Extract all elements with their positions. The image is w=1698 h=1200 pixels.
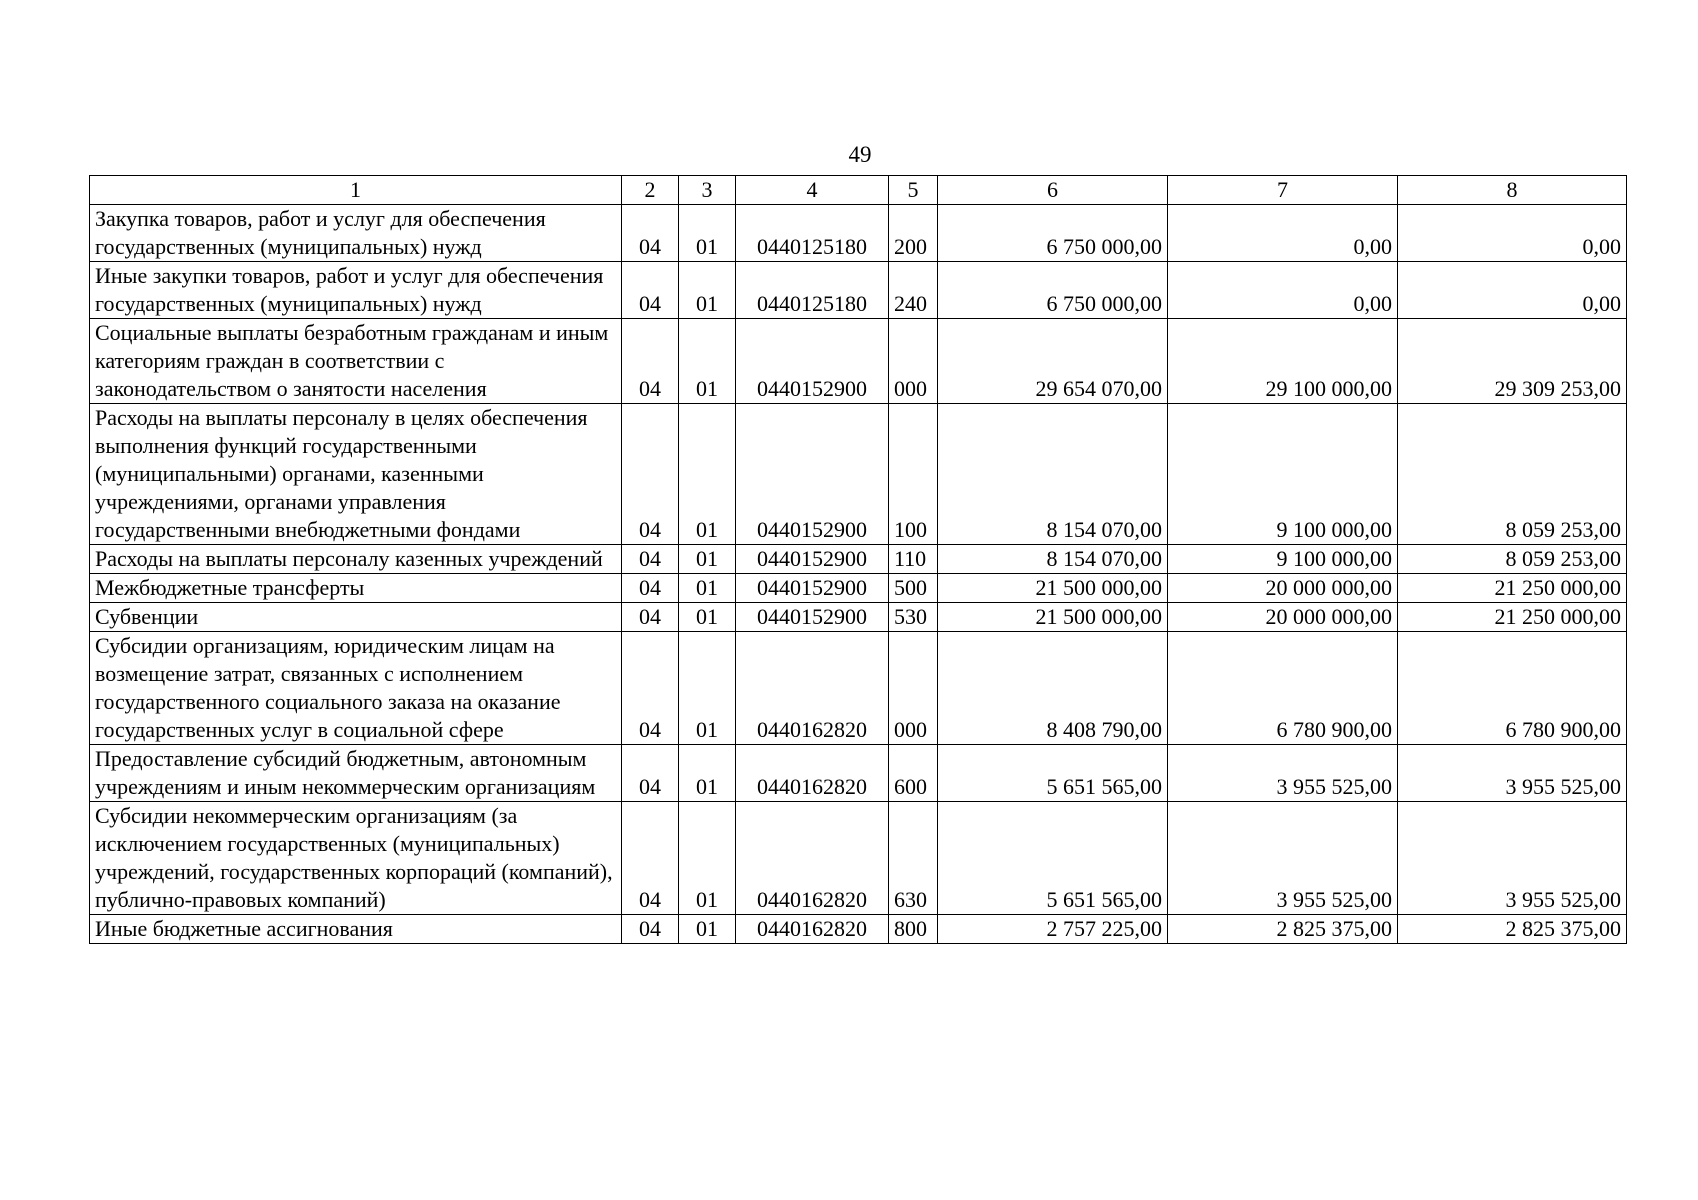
row-amount-year2-cell: 0,00 [1168, 205, 1398, 262]
row-section-cell: 04 [622, 915, 679, 944]
row-name-cell: Социальные выплаты безработным гражданам и иным категориям граждан в соответствии с законодательством о занятости населения [90, 319, 622, 404]
row-amount-year2-cell: 0,00 [1168, 262, 1398, 319]
row-amount-year3-cell: 6 780 900,00 [1398, 632, 1627, 745]
header-cell-7: 7 [1168, 176, 1398, 205]
row-subsection-cell: 01 [679, 545, 736, 574]
row-target-article-cell: 0440152900 [736, 603, 889, 632]
row-amount-year2-cell: 9 100 000,00 [1168, 545, 1398, 574]
row-expense-type-cell: 500 [889, 574, 938, 603]
row-target-article-cell: 0440152900 [736, 319, 889, 404]
table-row [90, 574, 1627, 603]
row-section-cell: 04 [622, 545, 679, 574]
row-amount-year1-cell: 29 654 070,00 [938, 319, 1168, 404]
row-subsection-cell: 01 [679, 802, 736, 915]
row-amount-year3-cell: 2 825 375,00 [1398, 915, 1627, 944]
row-amount-year1-cell: 5 651 565,00 [938, 745, 1168, 802]
row-amount-year1-cell: 6 750 000,00 [938, 205, 1168, 262]
row-subsection-cell: 01 [679, 574, 736, 603]
row-expense-type-cell: 100 [889, 404, 938, 545]
row-expense-type-cell: 200 [889, 205, 938, 262]
table-row [90, 632, 1627, 745]
row-expense-type-cell: 000 [889, 632, 938, 745]
row-expense-type-cell: 110 [889, 545, 938, 574]
row-name-cell: Иные закупки товаров, работ и услуг для обеспечения государственных (муниципальных) нужд [90, 262, 622, 319]
header-cell-6: 6 [938, 176, 1168, 205]
row-amount-year3-cell: 3 955 525,00 [1398, 745, 1627, 802]
table-row [90, 745, 1627, 802]
table-row [90, 262, 1627, 319]
row-amount-year3-cell: 21 250 000,00 [1398, 603, 1627, 632]
row-target-article-cell: 0440162820 [736, 802, 889, 915]
row-amount-year2-cell: 9 100 000,00 [1168, 404, 1398, 545]
row-subsection-cell: 01 [679, 632, 736, 745]
row-amount-year2-cell: 20 000 000,00 [1168, 603, 1398, 632]
row-name-cell: Расходы на выплаты персоналу в целях обеспечения выполнения функций государственными (муниципальными) органами, казенными учреждениями, органами управления государственными внебюджетными фондами [90, 404, 622, 545]
row-amount-year3-cell: 8 059 253,00 [1398, 545, 1627, 574]
row-amount-year2-cell: 20 000 000,00 [1168, 574, 1398, 603]
row-subsection-cell: 01 [679, 319, 736, 404]
row-name-cell: Закупка товаров, работ и услуг для обеспечения государственных (муниципальных) нужд [90, 205, 622, 262]
row-amount-year3-cell: 3 955 525,00 [1398, 802, 1627, 915]
row-name-cell: Межбюджетные трансферты [90, 574, 622, 603]
row-amount-year3-cell: 29 309 253,00 [1398, 319, 1627, 404]
row-section-cell: 04 [622, 262, 679, 319]
row-subsection-cell: 01 [679, 603, 736, 632]
table-row [90, 545, 1627, 574]
header-cell-8: 8 [1398, 176, 1627, 205]
row-amount-year1-cell: 6 750 000,00 [938, 262, 1168, 319]
row-amount-year1-cell: 21 500 000,00 [938, 574, 1168, 603]
row-amount-year1-cell: 21 500 000,00 [938, 603, 1168, 632]
row-amount-year2-cell: 3 955 525,00 [1168, 802, 1398, 915]
row-target-article-cell: 0440162820 [736, 632, 889, 745]
row-target-article-cell: 0440152900 [736, 545, 889, 574]
row-amount-year3-cell: 0,00 [1398, 262, 1627, 319]
row-name-cell: Иные бюджетные ассигнования [90, 915, 622, 944]
row-subsection-cell: 01 [679, 262, 736, 319]
table-header [90, 176, 1627, 205]
row-name-cell: Субсидии организациям, юридическим лицам на возмещение затрат, связанных с исполнением государственного социального заказа на оказание государственных услуг в социальной сфере [90, 632, 622, 745]
row-section-cell: 04 [622, 404, 679, 545]
header-cell-1: 1 [90, 176, 622, 205]
row-subsection-cell: 01 [679, 205, 736, 262]
row-name-cell: Расходы на выплаты персоналу казенных учреждений [90, 545, 622, 574]
row-name-cell: Субвенции [90, 603, 622, 632]
header-row [90, 176, 1627, 205]
row-section-cell: 04 [622, 205, 679, 262]
row-target-article-cell: 0440152900 [736, 574, 889, 603]
header-cell-3: 3 [679, 176, 736, 205]
table-row [90, 205, 1627, 262]
row-expense-type-cell: 600 [889, 745, 938, 802]
row-section-cell: 04 [622, 802, 679, 915]
row-amount-year1-cell: 8 154 070,00 [938, 545, 1168, 574]
header-cell-4: 4 [736, 176, 889, 205]
row-expense-type-cell: 530 [889, 603, 938, 632]
table-body [90, 205, 1627, 944]
page-number: 49 [848, 142, 872, 167]
row-amount-year1-cell: 5 651 565,00 [938, 802, 1168, 915]
row-subsection-cell: 01 [679, 745, 736, 802]
header-cell-5: 5 [889, 176, 938, 205]
row-section-cell: 04 [622, 319, 679, 404]
row-section-cell: 04 [622, 632, 679, 745]
row-subsection-cell: 01 [679, 404, 736, 545]
row-amount-year3-cell: 8 059 253,00 [1398, 404, 1627, 545]
row-expense-type-cell: 800 [889, 915, 938, 944]
row-target-article-cell: 0440162820 [736, 915, 889, 944]
row-section-cell: 04 [622, 574, 679, 603]
row-expense-type-cell: 240 [889, 262, 938, 319]
row-section-cell: 04 [622, 745, 679, 802]
row-amount-year2-cell: 6 780 900,00 [1168, 632, 1398, 745]
row-name-cell: Предоставление субсидий бюджетным, автономным учреждениям и иным некоммерческим организациям [90, 745, 622, 802]
row-amount-year1-cell: 8 408 790,00 [938, 632, 1168, 745]
row-amount-year2-cell: 2 825 375,00 [1168, 915, 1398, 944]
row-amount-year2-cell: 3 955 525,00 [1168, 745, 1398, 802]
table-row [90, 802, 1627, 915]
row-target-article-cell: 0440125180 [736, 205, 889, 262]
row-expense-type-cell: 630 [889, 802, 938, 915]
table-row [90, 319, 1627, 404]
row-section-cell: 04 [622, 603, 679, 632]
row-target-article-cell: 0440152900 [736, 404, 889, 545]
row-amount-year2-cell: 29 100 000,00 [1168, 319, 1398, 404]
row-name-cell: Субсидии некоммерческим организациям (за исключением государственных (муниципальных) учреждений, государственных корпораций (компаний), публично-правовых компаний) [90, 802, 622, 915]
row-target-article-cell: 0440162820 [736, 745, 889, 802]
row-expense-type-cell: 000 [889, 319, 938, 404]
table-row [90, 404, 1627, 545]
table-row [90, 603, 1627, 632]
row-target-article-cell: 0440125180 [736, 262, 889, 319]
row-amount-year3-cell: 0,00 [1398, 205, 1627, 262]
table-row [90, 915, 1627, 944]
row-subsection-cell: 01 [679, 915, 736, 944]
row-amount-year1-cell: 2 757 225,00 [938, 915, 1168, 944]
budget-table [89, 175, 1627, 944]
row-amount-year1-cell: 8 154 070,00 [938, 404, 1168, 545]
row-amount-year3-cell: 21 250 000,00 [1398, 574, 1627, 603]
header-cell-2: 2 [622, 176, 679, 205]
